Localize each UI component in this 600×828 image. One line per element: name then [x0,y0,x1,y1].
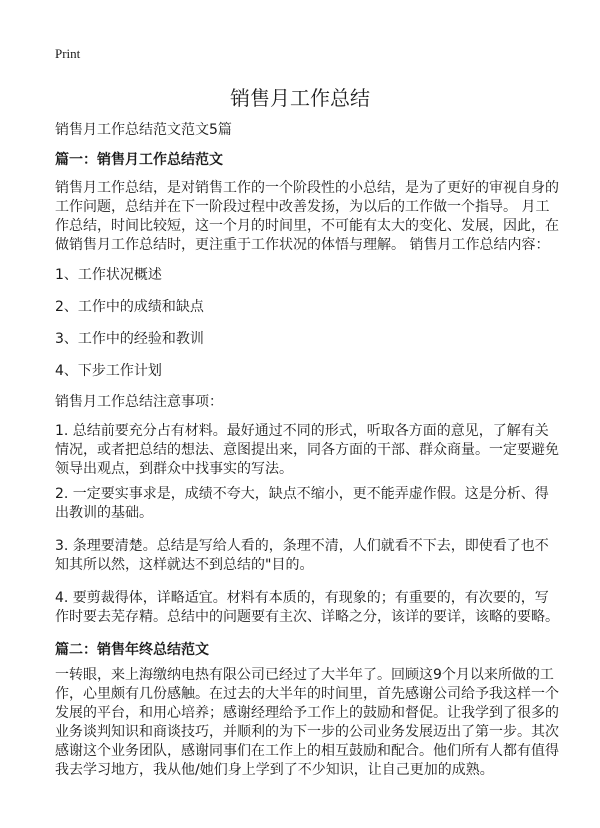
text-line: 4. 要剪裁得体，详略适宜。材料有本质的，有现象的；有重要的，有次要的，写 [55,590,549,606]
text-line: 知其所以然，这样就达不到总结的"目的。 [55,557,314,573]
list-item: 2、工作中的成绩和缺点 [55,299,204,315]
note-1 [55,422,559,479]
text-line: 销售月工作总结，是对销售工作的一个阶段性的小总结，是为了更好的审视自身的 [55,180,559,196]
list-item: 3、工作中的经验和教训 [55,331,204,347]
text-line: 3. 条理要清楚。总结是写给人看的，条理不清，人们就看不下去，即使看了也不 [55,538,549,554]
section2-heading: 篇二：销售年终总结范文 [55,642,209,658]
list-item: 4、下步工作计划 [55,363,162,379]
text-line: 作时要去芜存精。总结中的问题要有主次、详略之分，该详的要详，该略的要略。 [55,609,559,625]
text-line: 发展的平台，和用心培养；感谢经理给予工作上的鼓励和督促。让我学到了很多的 [55,705,559,721]
subtitle: 销售月工作总结范文范文5篇 [55,122,232,138]
text-line: 一转眼，来上海缴纳电热有限公司已经过了大半年了。回顾这9个月以来所做的工 [55,667,554,683]
text-line: 业务谈判知识和商谈技巧，并顺利的为下一步的公司业务发展迈出了第一步。其次 [55,724,559,740]
text-line: 出教训的基础。 [55,505,153,521]
section1-intro [55,179,559,255]
list-item: 1、工作状况概述 [55,267,162,283]
page-title: 销售月工作总结 [230,86,370,110]
notes-heading: 销售月工作总结注意事项： [55,394,223,410]
section2-body [55,666,559,780]
text-line: 我去学习地方，我从他/她们身上学到了不少知识，让自己更加的成熟。 [55,762,494,778]
note-3 [55,537,549,575]
text-line: 情况，或者把总结的想法、意图提出来，同各方面的干部、群众商量。一定要避免 [55,442,559,458]
text-line: 做销售月工作总结时，更注重于工作状况的体悟与理解。 销售月工作总结内容： [55,237,550,253]
text-line: 作，心里颇有几份感触。在过去的大半年的时间里，首先感谢公司给予我这样一个 [55,686,559,702]
text-line: 领导出观点，到群众中找事实的写法。 [55,461,293,477]
note-2 [55,485,549,523]
text-line: 作总结，时间比较短，这一个月的时间里，不可能有太大的变化、发展，因此，在 [55,218,559,234]
section1-heading: 篇一：销售月工作总结范文 [55,152,223,168]
text-line: 工作问题，总结并在下一阶段过程中改善发扬，为以后的工作做一个指导。 月工 [55,199,550,215]
text-line: 2. 一定要实事求是，成绩不夸大，缺点不缩小，更不能弄虚作假。这是分析、得 [55,486,549,502]
note-4 [55,589,559,627]
text-line: 感谢这个业务团队，感谢同事们在工作上的相互鼓励和配合。他们所有人都有值得 [55,743,559,759]
text-line: 1. 总结前要充分占有材料。最好通过不同的形式，听取各方面的意见，了解有关 [55,423,549,439]
print-label: Print [55,46,81,61]
